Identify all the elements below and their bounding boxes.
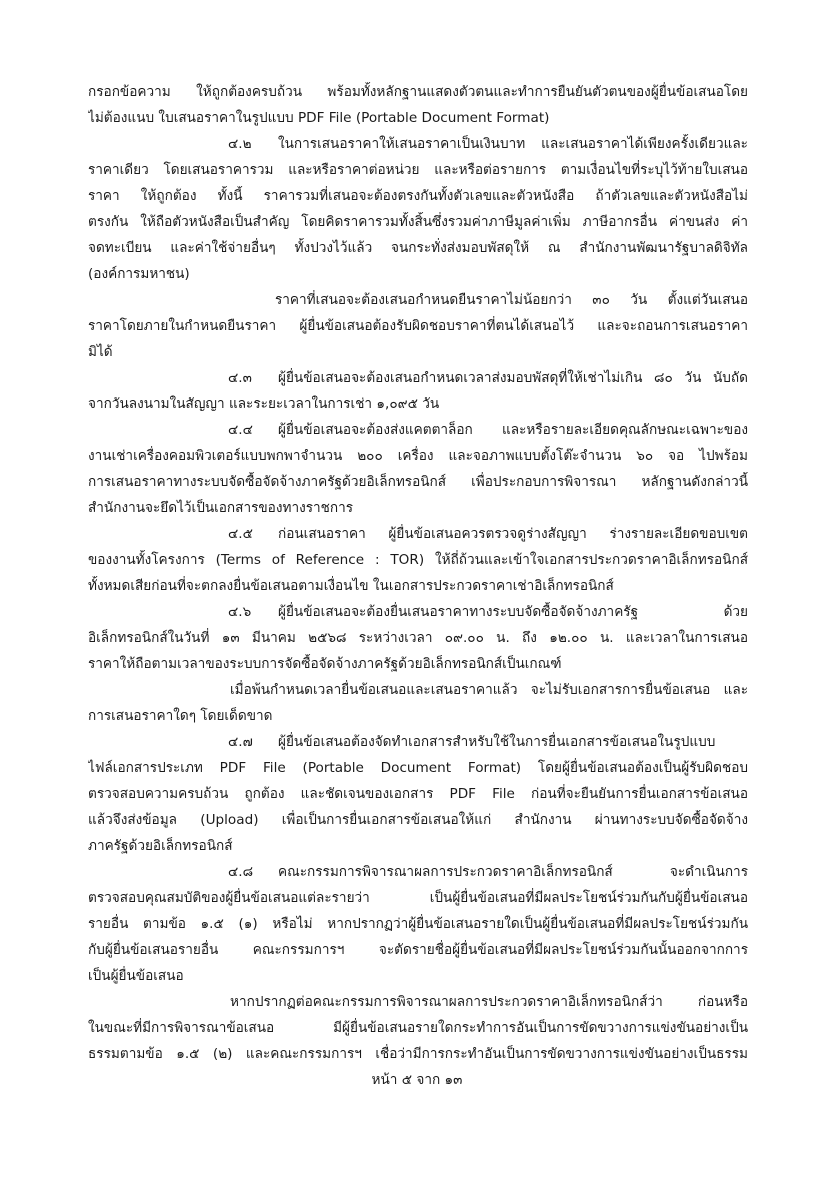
- paragraph-line: มิได้: [88, 344, 113, 360]
- clause-number: ๔.๔: [228, 422, 253, 438]
- clause-4-6-line: [228, 602, 748, 622]
- paragraph-line: ทั้งหมดเสียก่อนที่จะตกลงยื่นข้อเสนอตามเงื่อนไข ในเอกสารประกวดราคาเช่าอิเล็กทรอนิกส์: [88, 578, 614, 594]
- paragraph-line: ในขณะที่มีการพิจารณาข้อเสนอ มีผู้ยื่นข้อเสนอรายใดกระทำการอันเป็นการขัดขวางการแข่งขันอย่างเป็น: [88, 1020, 748, 1036]
- clause-4-8-line: [228, 862, 748, 882]
- paragraph-line: ตรงกัน ให้ถือตัวหนังสือเป็นสำคัญ โดยคิดราคารวมทั้งสิ้นซึ่งรวมค่าภาษีมูลค่าเพิ่ม ภาษีอากรอื่น ค่าขนส่ง ค่า: [88, 214, 748, 230]
- clause-number: ๔.๓: [228, 370, 252, 386]
- paragraph-text: ก่อนเสนอราคา ผู้ยื่นข้อเสนอควรตรวจดูร่างสัญญา ร่างรายละเอียดขอบเขต: [278, 526, 748, 542]
- paragraph-line: แล้วจึงส่งข้อมูล (Upload) เพื่อเป็นการยื่นเอกสารข้อเสนอให้แก่ สำนักงาน ผ่านทางระบบจัดซื้อจัดจ้าง: [88, 812, 748, 828]
- paragraph-line: การเสนอราคาทางระบบจัดซื้อจัดจ้างภาครัฐด้วยอิเล็กทรอนิกส์ เพื่อประกอบการพิจารณา หลักฐานดังกล่าวนี้: [88, 474, 748, 490]
- paragraph-line: กรอกข้อความ ให้ถูกต้องครบถ้วน พร้อมทั้งหลักฐานแสดงตัวตนและทำการยืนยันตัวตนของผู้ยื่นข้อเสนอโดย: [88, 84, 748, 100]
- clause-4-2-line: [228, 134, 748, 154]
- paragraph-line: รายอื่น ตามข้อ ๑.๕ (๑) หรือไม่ หากปรากฏว่าผู้ยื่นข้อเสนอรายใดเป็นผู้ยื่นข้อเสนอที่มีผลประโยชน์ร่วมกัน: [88, 916, 748, 932]
- clause-number: ๔.๖: [228, 604, 252, 620]
- paragraph-line: งานเช่าเครื่องคอมพิวเตอร์แบบพกพาจำนวน ๒๐๐ เครื่อง และจอภาพแบบตั้งโต๊ะจำนวน ๖๐ จอ ไปพร้อม: [88, 448, 748, 464]
- paragraph-line: ราคาที่เสนอจะต้องเสนอกำหนดยืนราคาไม่น้อยกว่า ๓๐ วัน ตั้งแต่วันเสนอ: [275, 292, 748, 308]
- paragraph-line: ราคาเดียว โดยเสนอราคารวม และหรือราคาต่อหน่วย และหรือต่อรายการ ตามเงื่อนไขที่ระบุไว้ท้ายใบเสนอ: [88, 162, 748, 178]
- paragraph-line: ตรวจสอบความครบถ้วน ถูกต้อง และชัดเจนของเอกสาร PDF File ก่อนที่จะยืนยันการยื่นเอกสารข้อเสนอ: [88, 786, 748, 802]
- paragraph-line: สำนักงานจะยึดไว้เป็นเอกสารของทางราชการ: [88, 500, 354, 516]
- paragraph-line: อิเล็กทรอนิกส์ในวันที่ ๑๓ มีนาคม ๒๕๖๘ ระหว่างเวลา ๐๙.๐๐ น. ถึง ๑๒.๐๐ น. และเวลาในการเสนอ: [88, 630, 748, 646]
- paragraph-line: เป็นผู้ยื่นข้อเสนอ: [88, 968, 184, 984]
- paragraph-line: จากวันลงนามในสัญญา และระยะเวลาในการเช่า ๑,๐๙๕ วัน: [88, 396, 440, 412]
- paragraph-text: ผู้ยื่นข้อเสนอต้องจัดทำเอกสารสำหรับใช้ในการยื่นเอกสารข้อเสนอในรูปแบบ: [278, 734, 716, 750]
- clause-4-7-line: [228, 732, 748, 752]
- paragraph-line: เมื่อพ้นกำหนดเวลายื่นข้อเสนอและเสนอราคาแล้ว จะไม่รับเอกสารการยื่นข้อเสนอ และ: [230, 682, 748, 698]
- page-number: หน้า ๕ จาก ๑๓: [371, 1072, 463, 1088]
- paragraph-text: ผู้ยื่นข้อเสนอจะต้องส่งแคตตาล็อก และหรือรายละเอียดคุณลักษณะเฉพาะของ: [278, 422, 748, 438]
- paragraph-line: ตรวจสอบคุณสมบัติของผู้ยื่นข้อเสนอแต่ละรายว่า เป็นผู้ยื่นข้อเสนอที่มีผลประโยชน์ร่วมกันกับผู้ยื่นข้อเสนอ: [88, 890, 748, 906]
- paragraph-line: หากปรากฏต่อคณะกรรมการพิจารณาผลการประกวดราคาอิเล็กทรอนิกส์ว่า ก่อนหรือ: [230, 994, 748, 1010]
- clause-number: ๔.๗: [228, 734, 253, 750]
- paragraph-line: ราคาโดยภายในกำหนดยืนราคา ผู้ยื่นข้อเสนอต้องรับผิดชอบราคาที่ตนได้เสนอไว้ และจะถอนการเสนอราคา: [88, 318, 748, 334]
- clause-number: ๔.๒: [228, 136, 252, 152]
- paragraph-line: ธรรมตามข้อ ๑.๕ (๒) และคณะกรรมการฯ เชื่อว่ามีการกระทำอันเป็นการขัดขวางการแข่งขันอย่างเป็นธรรม: [88, 1046, 748, 1062]
- paragraph-line: ไม่ต้องแนบ ใบเสนอราคาในรูปแบบ PDF File (Portable Document Format): [88, 110, 550, 126]
- paragraph-line: การเสนอราคาใดๆ โดยเด็ดขาด: [88, 708, 273, 724]
- paragraph-line: ภาครัฐด้วยอิเล็กทรอนิกส์: [88, 838, 233, 854]
- paragraph-line: ราคาให้ถือตามเวลาของระบบการจัดซื้อจัดจ้างภาครัฐด้วยอิเล็กทรอนิกส์เป็นเกณฑ์: [88, 656, 562, 672]
- clause-4-5-line: [228, 524, 748, 544]
- paragraph-text: ในการเสนอราคาให้เสนอราคาเป็นเงินบาท และเสนอราคาได้เพียงครั้งเดียวและ: [278, 136, 748, 152]
- paragraph-line: ไฟล์เอกสารประเภท PDF File (Portable Document Format) โดยผู้ยื่นข้อเสนอต้องเป็นผู้รับผิดชอบ: [88, 760, 748, 776]
- paragraph-text: ผู้ยื่นข้อเสนอจะต้องยื่นเสนอราคาทางระบบจัดซื้อจัดจ้างภาครัฐ ด้วย: [278, 604, 748, 620]
- clause-number: ๔.๕: [228, 526, 253, 542]
- clause-4-4-line: [228, 420, 748, 440]
- paragraph-line: (องค์การมหาชน): [88, 266, 190, 282]
- paragraph-text: ผู้ยื่นข้อเสนอจะต้องเสนอกำหนดเวลาส่งมอบพัสดุที่ให้เช่าไม่เกิน ๘๐ วัน นับถัด: [278, 370, 748, 386]
- paragraph-line: กับผู้ยื่นข้อเสนอรายอื่น คณะกรรมการฯ จะตัดรายชื่อผู้ยื่นข้อเสนอที่มีผลประโยชน์ร่วมกันนั้นออกจากการ: [88, 942, 748, 958]
- paragraph-line: ราคา ให้ถูกต้อง ทั้งนี้ ราคารวมที่เสนอจะต้องตรงกันทั้งตัวเลขและตัวหนังสือ ถ้าตัวเลขและตัวหนังสือไม่: [88, 188, 748, 204]
- paragraph-text: คณะกรรมการพิจารณาผลการประกวดราคาอิเล็กทรอนิกส์ จะดำเนินการ: [278, 864, 748, 880]
- clause-4-3-line: [228, 368, 748, 388]
- paragraph-line: ของงานทั้งโครงการ (Terms of Reference : TOR) ให้ถี่ถ้วนและเข้าใจเอกสารประกวดราคาอิเล็กทรอนิกส์: [88, 552, 748, 568]
- clause-number: ๔.๘: [228, 864, 254, 880]
- paragraph-line: จดทะเบียน และค่าใช้จ่ายอื่นๆ ทั้งปวงไว้แล้ว จนกระทั่งส่งมอบพัสดุให้ ณ สำนักงานพัฒนารัฐบาลดิจิทัล: [88, 240, 748, 256]
